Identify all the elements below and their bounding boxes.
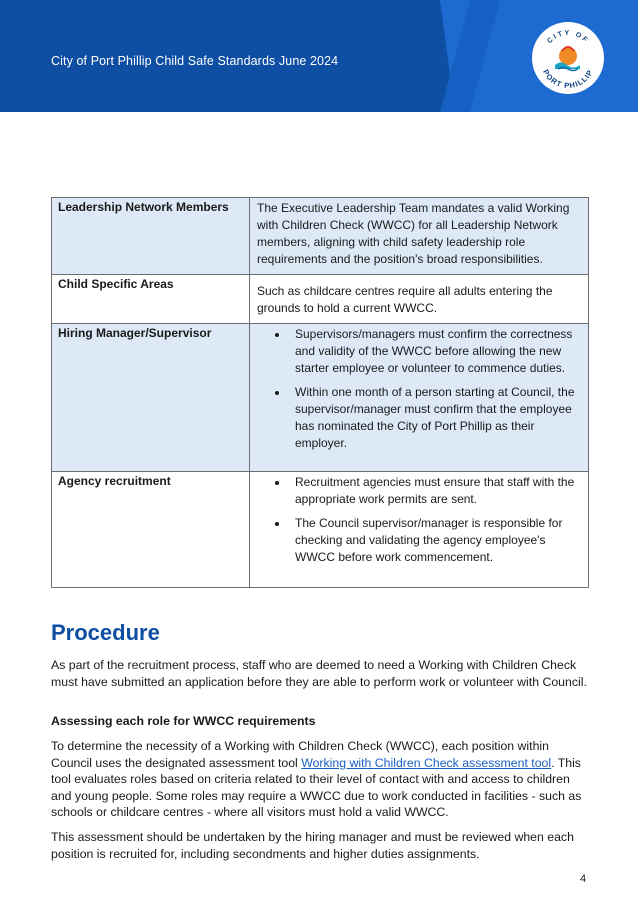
table-row	[52, 472, 589, 588]
intro-paragraph: As part of the recruitment process, staff who are deemed to need a Working with Children Check must have submitted an application before they are able to perform work or volunteer with Council.	[51, 658, 587, 689]
list-item: Within one month of a person starting at Council, the supervisor/manager must confirm that the employee has nominated the City of Port Phillip as their employer.	[257, 384, 581, 452]
assessment-tool-link[interactable]: Working with Children Check assessment tool	[301, 755, 552, 770]
row-label: Leadership Network Members	[52, 198, 250, 275]
row-description: The Executive Leadership Team mandates a valid Working with Children Check (WWCC) for all Leadership Network members, aligning with child safety leadership role requirements and the position's broad responsibilities.	[250, 198, 589, 275]
row-description: Such as childcare centres require all adults entering the grounds to hold a current WWCC.	[250, 275, 589, 324]
list-item: Supervisors/managers must confirm the correctness and validity of the WWCC before allowing the new starter employee or volunteer to commence duties.	[257, 326, 581, 377]
city-of-port-phillip-logo	[531, 21, 605, 95]
svg-text:PORT PHILLIP: PORT PHILLIP	[541, 67, 595, 91]
table-row	[52, 198, 589, 275]
subheading: Assessing each role for WWCC requirements	[51, 714, 316, 728]
row-label: Agency recruitment	[52, 472, 250, 588]
table-row	[52, 275, 589, 324]
paragraph-text: . This tool evaluates roles based on criteria related to their level of contact with and access to children and young people. Some roles may require a WWCC due to work conducted in facilities - such as schools or childcare centres - where all visitors must hold a valid WWCC.	[51, 755, 582, 819]
row-label: Hiring Manager/Supervisor	[52, 324, 250, 472]
svg-text:CITY OF: CITY OF	[546, 29, 590, 46]
review-paragraph: This assessment should be undertaken by the hiring manager and must be reviewed when each position is recruited for, including secondments and higher duties assignments.	[51, 830, 574, 861]
row-description	[250, 324, 589, 472]
wwcc-requirements-table	[51, 197, 589, 588]
page-number: 4	[580, 873, 587, 885]
list-item: The Council supervisor/manager is responsible for checking and validating the agency employee's WWCC before work commencement.	[257, 515, 581, 566]
document-title: City of Port Phillip Child Safe Standards June 2024	[51, 54, 339, 68]
list-item: Recruitment agencies must ensure that staff with the appropriate work permits are sent.	[257, 474, 581, 508]
page-header	[0, 0, 638, 112]
paragraph-text: To determine the necessity of a Working with Children Check (WWCC), each position within Council uses the designated assessment tool	[51, 739, 549, 770]
row-description	[250, 472, 589, 588]
assessment-paragraph	[51, 738, 591, 821]
section-heading: Procedure	[51, 620, 160, 645]
table-row	[52, 324, 589, 472]
row-label: Child Specific Areas	[52, 275, 250, 324]
